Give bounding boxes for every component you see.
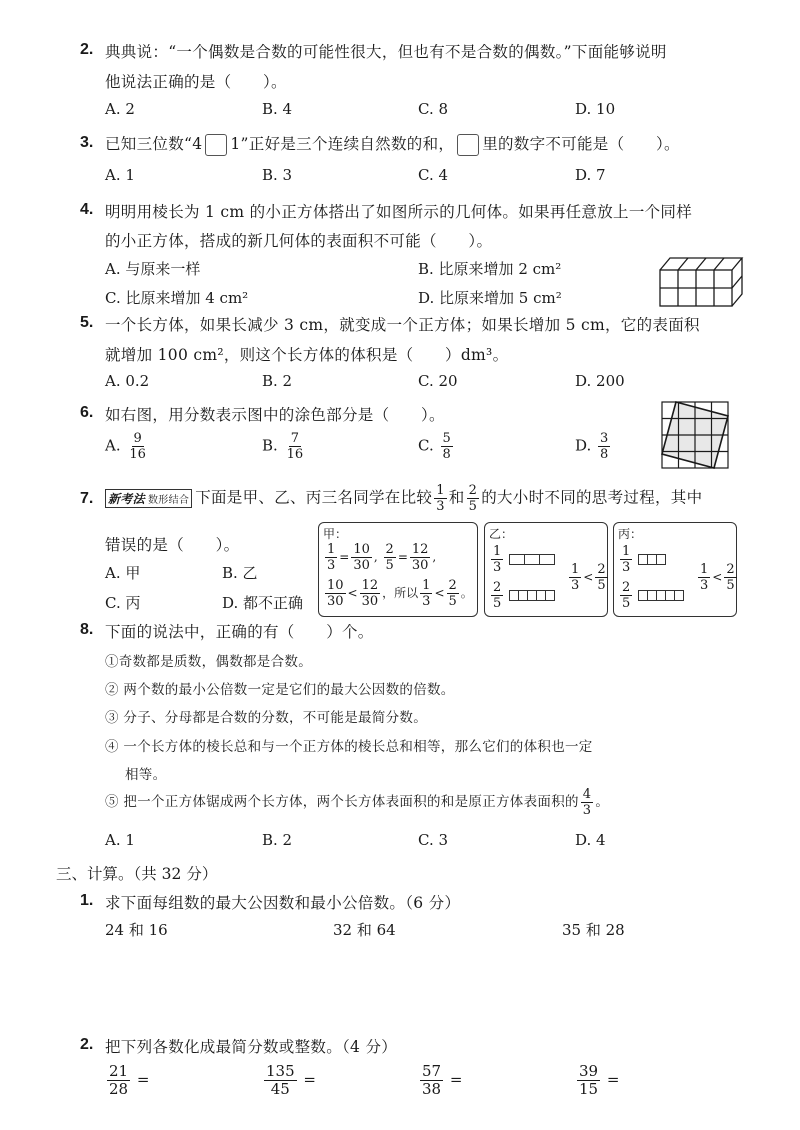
question-number: 2. [80,41,94,58]
question-number: 7. [80,490,94,507]
option-d[interactable]: D. 7 [575,166,606,184]
question-text: 他说法正确的是（ ）。 [105,73,287,91]
option-c[interactable]: C. 8 [418,100,449,118]
calc-item: 24 和 16 [105,921,168,939]
option-c[interactable]: C. 20 [418,372,458,390]
option-b[interactable]: B. 乙 [222,564,258,582]
shaded-grid-figure [660,400,730,470]
option-b[interactable]: B. 3 [262,166,293,184]
bar-fifths [638,590,684,601]
calc-item: $\frac{39}{15}$ = [579,1062,620,1098]
question-number: 3. [80,134,94,151]
bar-thirds [509,554,555,565]
section-title: 三、计算。（共 32 分） [56,865,218,883]
question-number: 6. [80,404,94,421]
calc-item: $\frac{57}{38}$ = [422,1062,463,1098]
question-text: 的小正方体，搭成的新几何体的表面积不可能（ ）。 [105,232,493,250]
option-a[interactable]: A. 甲 [105,564,141,582]
question-number: 5. [80,314,94,331]
panel-yi: 乙： $\frac{1}{3}$ $\frac{2}{5}$ $\frac{1}{3}$ < $\frac{2}{5}$ [484,522,608,617]
bar-fifths [509,590,555,601]
option-c[interactable]: C. 3 [418,831,449,849]
calc-item: $\frac{21}{28}$ = [109,1062,150,1098]
option-b[interactable]: B. 2 [262,372,293,390]
option-a[interactable]: A. 与原来一样 [105,260,201,278]
panel-jia: 甲： $\frac{1}{3}$ = $\frac{10}{30}$ , $\frac{2}{5}$ = $\frac{12}{30}$ , $\frac{10}{30}$ < $\frac{12}{30}$ ，所以 $\frac{1}{3}$ < $\frac{2}{5}$ 。 [318,522,478,617]
option-d[interactable]: D. 200 [575,372,625,390]
option-a[interactable]: A. 0.2 [105,372,150,390]
question-number: 8. [80,621,94,638]
question-number: 4. [80,201,94,218]
option-c[interactable]: C. 比原来增加 4 cm² [105,289,249,307]
blank-box [457,134,479,156]
question-text: 新考法 数形结合 下面是甲、乙、丙三名同学在比较 $\frac{1}{3}$ 和 $\frac{2}{5}$ 的大小时不同的思考过程，其中 [105,484,702,513]
option-b[interactable]: B. 比原来增加 2 cm² [418,260,562,278]
option-a[interactable]: A. 1 [105,831,135,849]
statement-1: ①奇数都是质数，偶数都是合数。 [105,654,312,670]
question-text: 把下列各数化成最简分数或整数。（4 分） [105,1038,398,1056]
option-a[interactable]: A. 1 [105,166,135,184]
option-c[interactable]: C. $\frac{5}{8}$ [418,431,451,462]
question-text: 如右图，用分数表示图中的涂色部分是（ ）。 [105,406,445,424]
cube-solid-figure [655,250,745,310]
question-text: 典典说：“一个偶数是合数的可能性很大，但也有不是合数的偶数。”下面能够说明 [105,43,667,61]
option-d[interactable]: D. 都不正确 [222,594,304,612]
question-text: 一个长方体，如果长减少 3 cm，就变成一个正方体；如果长增加 5 cm，它的表面积 [105,316,700,334]
option-b[interactable]: B. 2 [262,831,293,849]
new-exam-tag: 新考法 数形结合 [105,489,192,508]
question-number: 2. [80,1036,94,1053]
option-a[interactable]: A. 2 [105,100,135,118]
blank-box [205,134,227,156]
question-text: 就增加 100 cm²，则这个长方体的体积是（ ）dm³。 [105,346,509,364]
option-d[interactable]: D. 10 [575,100,616,118]
question-text: 下面的说法中，正确的有（ ）个。 [105,623,374,641]
calc-item: 32 和 64 [333,921,396,939]
question-text: 求下面每组数的最大公因数和最小公倍数。（6 分） [105,894,461,912]
statement-2: ② 两个数的最小公倍数一定是它们的最大公因数的倍数。 [105,682,455,698]
statement-5: ⑤ 把一个正方体锯成两个长方体，两个长方体表面积的和是原正方体表面积的 $\frac{4}{3}$ 。 [105,787,610,818]
option-c[interactable]: C. 丙 [105,594,141,612]
option-d[interactable]: D. 比原来增加 5 cm² [418,289,562,307]
bar-thirds [638,554,666,565]
option-b[interactable]: B. 4 [262,100,293,118]
question-text: 明明用棱长为 1 cm 的小正方体搭出了如图所示的几何体。如果再任意放上一个同样 [105,203,693,221]
panel-bing: 丙： $\frac{1}{3}$ $\frac{2}{5}$ $\frac{1}{3}$ < $\frac{2}{5}$ [613,522,737,617]
statement-3: ③ 分子、分母都是合数的分数，不可能是最简分数。 [105,710,427,726]
statement-4-cont: 相等。 [125,767,167,783]
option-c[interactable]: C. 4 [418,166,449,184]
question-text: 错误的是（ ）。 [105,536,240,554]
calc-item: 35 和 28 [562,921,625,939]
question-text: 已知三位数“4 1”正好是三个连续自然数的和， 里的数字不可能是（ ）。 [105,132,680,156]
option-d[interactable]: D. 4 [575,831,606,849]
option-d[interactable]: D. $\frac{3}{8}$ [575,431,609,462]
calc-item: $\frac{135}{45}$ = [266,1062,316,1098]
option-b[interactable]: B. $\frac{7}{16}$ [262,431,304,462]
statement-4: ④ 一个长方体的棱长总和与一个正方体的棱长总和相等，那么它们的体积也一定 [105,739,593,755]
question-number: 1. [80,892,94,909]
option-a[interactable]: A. $\frac{9}{16}$ [105,431,146,462]
